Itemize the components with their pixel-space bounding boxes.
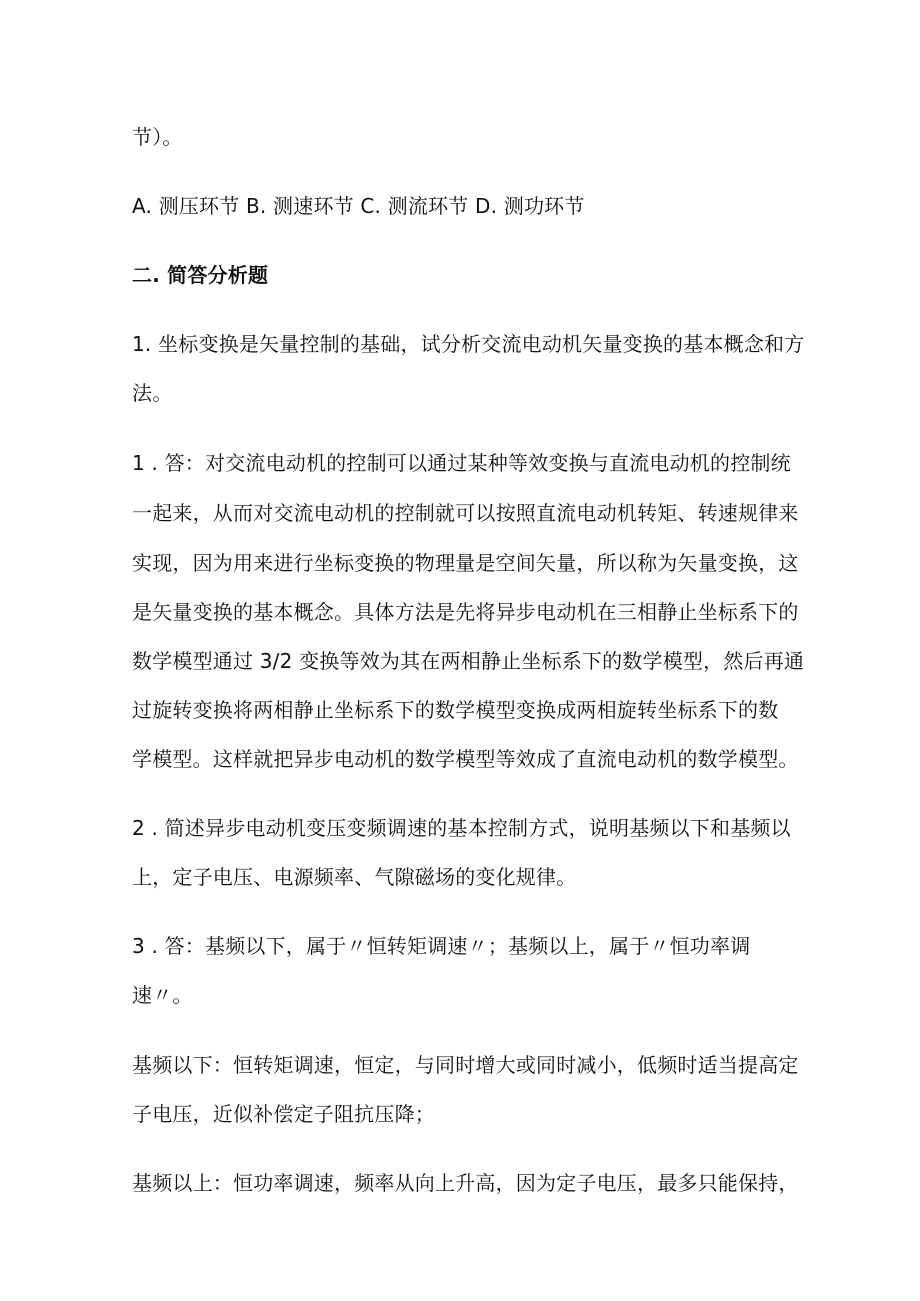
answer-1-line-6: 过旋转变换将两相静止坐标系下的数学模型变换成两相旋转坐标系下的数 [132,698,779,722]
below-base-freq-line-2: 子电压，近似补偿定子阻抗压降； [132,1102,435,1126]
answer-3-line-1: 3 . 答：基频以下，属于〃恒转矩调速〃；基频以上，属于〃恒功率调 [132,934,751,958]
below-base-freq-line-1: 基频以下：恒转矩调速，恒定，与同时增大或同时减小，低频时适当提高定 [132,1053,799,1077]
answer-1-line-4: 是矢量变换的基本概念。具体方法是先将异步电动机在三相静止坐标系下的 [132,600,799,624]
above-base-freq-line-1: 基频以上：恒功率调速，频率从向上升高，因为定子电压，最多只能保持， [132,1171,799,1195]
question-1-line-2: 法。 [132,381,173,405]
answer-1-line-3: 实现，因为用来进行坐标变换的物理量是空间矢量，所以称为矢量变换，这 [132,551,799,575]
section-heading: 二. 简答分析题 [132,263,269,287]
question-2-line-2: 上，定子电压、电源频率、气隙磁场的变化规律。 [132,865,577,889]
answer-1-line-7: 学模型。这样就把异步电动机的数学模型等效成了直流电动机的数学模型。 [132,747,799,771]
question-2-line-1: 2 . 简述异步电动机变压变频调速的基本控制方式，说明基频以下和基频以 [132,816,791,840]
text-line: 节）。 [132,125,183,149]
multiple-choice-options: A. 测压环节 B. 测速环节 C. 测流环节 D. 测功环节 [132,194,585,218]
question-1-line-1: 1. 坐标变换是矢量控制的基础，试分析交流电动机矢量变换的基本概念和方 [132,332,805,356]
answer-1-line-2: 一起来，从而对交流电动机的控制就可以按照直流电动机转矩、转速规律来 [132,501,799,525]
answer-3-line-2: 速〃。 [132,983,193,1007]
answer-1-line-5: 数学模型通过 3/2 变换等效为其在两相静止坐标系下的数学模型，然后再通 [132,649,805,673]
answer-1-line-1: 1 . 答：对交流电动机的控制可以通过某种等效变换与直流电动机的控制统 [132,451,791,475]
